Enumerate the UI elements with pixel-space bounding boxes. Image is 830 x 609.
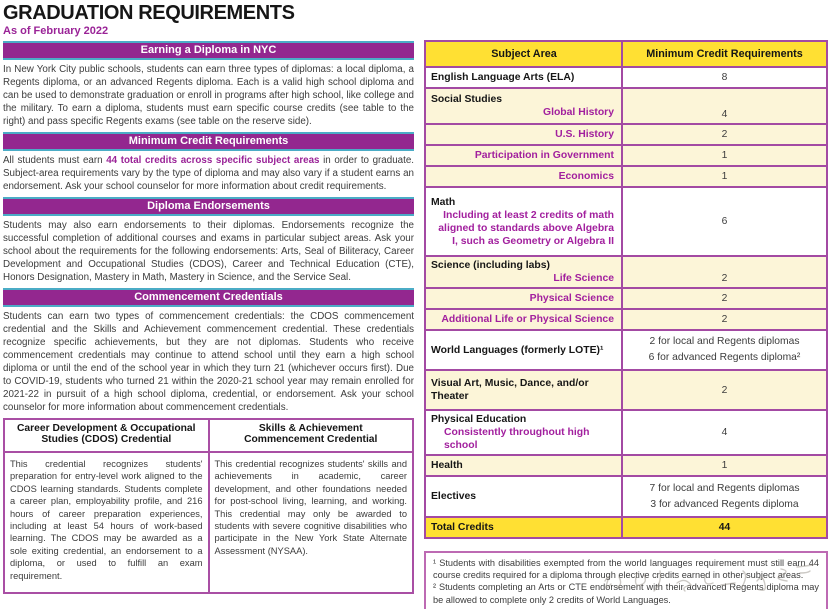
footnote-2: ² Students completing an Arts or CTE endorsement with their advanced Regents diploma may be allowed to complete only 2 credits of World Languages. [433, 582, 819, 605]
credit-value: 1 [621, 456, 826, 475]
body-text-suffix: in order to graduate. Subject-area requirements vary by the type of diploma and may also vary if a student earns an endorsement. Ask your school counselor for more information about credit requirements. [3, 155, 414, 192]
table-row [426, 308, 826, 329]
subject-label: Social Studies [431, 94, 503, 105]
table-row [426, 329, 826, 369]
highlight-44-credits: 44 total credits across specific subject areas [106, 155, 320, 166]
table-row [426, 87, 826, 123]
subject-sublabel: Economics [558, 171, 614, 182]
total-credits-label: Total Credits [431, 522, 494, 533]
subject-sublabel: Including at least 2 credits of math aligned to standards above Algebra I, such as Geometry or Algebra II [438, 209, 614, 247]
subject-label: Electives [431, 491, 477, 502]
page-subtitle: As of February 2022 [3, 25, 109, 37]
header-subject-area: Subject Area [491, 48, 557, 60]
table-row [426, 165, 826, 186]
subject-sublabel: Life Science [553, 273, 614, 284]
section-body-minimum-credits [3, 154, 414, 193]
skills-credential-body: This credential recognizes students' skills and achievements in academic, career development, and other foundations needed for post-school living, learning, and working. This credential may only be awarded to students with severe cognitive disabilities who participate in the New York State Alternate Assessment (NYSAA). [214, 459, 407, 556]
credit-value: 2 [621, 310, 826, 329]
table-row [426, 123, 826, 144]
table-row [426, 255, 826, 287]
credit-value: 4 [621, 89, 826, 123]
cdos-credential-body: This credential recognizes students' preparation for entry-level work aligned to the CDOS learning standards. Students complete a career plan, employability profile, and 216 hours of career preparation experiences, including at least 54 hours of work-based learning. The CDOS may be awarded as a sole exiting credential, an endorsement to a diploma, or used to fulfill an exam requirement. [10, 459, 203, 581]
credit-value: 1 [621, 146, 826, 165]
section-header-diploma-endorsements: Diploma Endorsements [3, 197, 414, 216]
subject-label: English Language Arts (ELA) [431, 72, 575, 83]
credit-value: 2 [621, 289, 826, 308]
credit-value: 2 [621, 371, 826, 409]
credit-line-2: 3 for advanced Regents diploma [650, 498, 799, 510]
credit-value: 8 [621, 68, 826, 87]
subject-sublabel: Participation in Government [474, 150, 614, 161]
skills-credential-box [208, 420, 413, 592]
footnote-1: ¹ Students with disabilities exempted from the world languages requirement must still earn 44 course credits required for a diploma through elective credits earned in other subject areas. [433, 558, 819, 581]
subject-sublabel: Global History [542, 107, 614, 118]
credit-value: 6 [621, 188, 826, 255]
credit-value: 2 [621, 257, 826, 287]
section-header-commencement-credentials: Commencement Credentials [3, 288, 414, 307]
subject-label: Health [431, 460, 463, 471]
total-credits-value: 44 [621, 518, 826, 537]
table-row [426, 144, 826, 165]
cdos-credential-title: Career Development & Occupational Studies (CDOS) Credential [5, 420, 208, 453]
credit-value: 2 [621, 125, 826, 144]
page-title: GRADUATION REQUIREMENTS [3, 2, 295, 24]
subject-label: Science (including labs) [431, 260, 550, 271]
credit-value [621, 331, 826, 369]
table-row [426, 369, 826, 409]
section-header-earning-diploma: Earning a Diploma in NYC [3, 41, 414, 60]
subject-label: World Languages (formerly LOTE)¹ [431, 344, 604, 356]
table-row [426, 287, 826, 308]
subject-label: Physical Education [431, 414, 527, 425]
section-header-minimum-credits: Minimum Credit Requirements [3, 132, 414, 151]
subject-sublabel: U.S. History [555, 129, 614, 140]
credit-line-1: 7 for local and Regents diplomas [649, 482, 800, 494]
credit-line-2: 6 for advanced Regents diploma² [648, 352, 801, 363]
cdos-credential-box [5, 420, 208, 592]
subject-sublabel: Consistently throughout high school [444, 427, 590, 451]
table-row [426, 454, 826, 475]
table-header-row [426, 42, 826, 66]
subject-label: Visual Art, Music, Dance, and/or Theater [431, 378, 589, 402]
credit-value [621, 477, 826, 516]
subject-sublabel: Additional Life or Physical Science [441, 314, 614, 325]
subject-label: Math [431, 196, 456, 208]
body-text-prefix: All students must earn [3, 155, 107, 166]
footnotes-box [424, 551, 828, 609]
credit-value: 4 [621, 411, 826, 454]
credit-line-1: 2 for local and Regents diplomas [649, 336, 800, 347]
section-body-diploma-endorsements: Students may also earn endorsements to their diplomas. Endorsements recognize the successful completion of additional courses and exams in particular subject areas. Ask your school about the requirements for the following endorsements: Arts, Seal of Biliteracy, Career Development and Occupational Studies (CDOS), Career and Technical Education (CTE), Honors Designation, Mastery in Math, Mastery in Science, and the Service Seal. [3, 220, 414, 283]
right-column [416, 2, 828, 609]
table-row [426, 186, 826, 255]
total-credits-row [426, 516, 826, 537]
credit-value: 1 [621, 167, 826, 186]
table-row [426, 475, 826, 516]
subject-sublabel: Physical Science [529, 293, 614, 304]
section-body-commencement-credentials: Students can earn two types of commencement credentials: the CDOS commencement credential and the Skills and Achievement commencement credential. These credentials recognize specific achievements, but they are not diplomas. Students who receive commencement credentials may continue to attend school until they earn a high school diploma or until the end of the school year in which they turn 21 (whichever occurs first). Due to COVID-19, students who turned 21 within the 2020-21 school year may remain enrolled for 2021-22 in pursuit of a high school diploma, credential, or endorsement. Ask your school counselor for more information about commencement credentials. [3, 311, 414, 413]
credit-requirements-table [424, 40, 828, 539]
table-row [426, 409, 826, 454]
left-column [3, 2, 416, 609]
section-body-earning-diploma: In New York City public schools, students can earn three types of diplomas: a local diploma, a Regents diploma, or an advanced Regents diploma. Each is a valid high school diploma and can be used to demonstrate graduation or enroll in programs after high school, like college and the military. To earn a diploma, students must earn specific course credits (see table to the right) and pass specific Regents exams (see table on the reserve side). [3, 64, 414, 127]
skills-credential-title: Skills & Achievement Commencement Credential [210, 420, 413, 453]
header-min-credits: Minimum Credit Requirements [621, 42, 826, 66]
table-row [426, 66, 826, 87]
credential-boxes [3, 418, 414, 594]
